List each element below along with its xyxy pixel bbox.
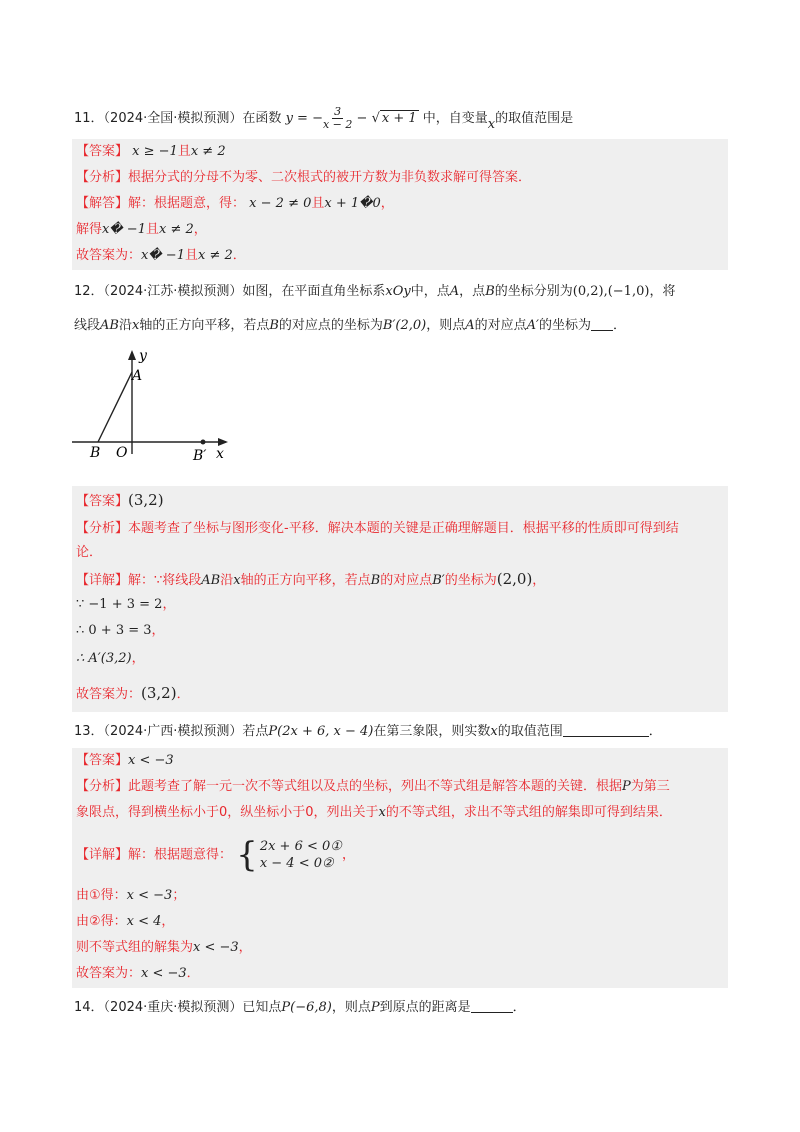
label-a: A [132, 368, 143, 384]
label-b-prime: B′ [193, 448, 207, 464]
q12-solution-box [72, 486, 728, 712]
q11-final-answer: 故答案为：x� −1且x ≠ 2． [76, 248, 246, 263]
q13-final-answer: 故答案为：x < −3． [76, 966, 200, 981]
q13-analysis-line-2: 象限点，得到横坐标小于0，纵坐标小于0，列出关于x的不等式组，求出不等式组的解集即可得到结果． [76, 805, 672, 820]
q12-step-3: ∴ A′(3,2)， [76, 651, 145, 666]
label-o: O [116, 445, 128, 461]
question-12: 12．（2024·江苏·模拟预测）如图，在平面直角坐标系xOy中，点A，点B的坐标分别为(0,2),(−1,0)，将 [74, 284, 676, 299]
q12-detail: 【详解】解：∵将线段AB沿x轴的正方向平移，若点B的对应点B′的坐标为(2,0)， [76, 570, 546, 588]
q11-answer: 【答案】 x ≥ −1且x ≠ 2 [76, 144, 226, 159]
q12-step-1: ∵ −1 + 3 = 2， [76, 597, 176, 612]
q13-step-1: 由①得：x < −3； [76, 888, 186, 903]
q12-answer: 【答案】(3,2) [76, 491, 164, 509]
question-13: 13．（2024·广西·模拟预测）若点P(2x + 6, x − 4)在第三象限，则实数x的取值范围 ． [74, 724, 662, 739]
x-axis-arrow [218, 438, 228, 446]
q13-solution-box [72, 748, 728, 988]
point-b-prime [201, 440, 206, 445]
q12-analysis-line-2: 论． [76, 545, 103, 560]
q12-analysis: 【分析】本题考查了坐标与图形变化-平移．解决本题的关键是正确理解题目．根据平移的性质即可得到结 [76, 521, 679, 536]
q12-final-answer: 故答案为：(3,2)． [76, 684, 190, 702]
question-11: 11．（2024·全国·模拟预测）在函数 y = − $\frac{3}{x - 2}$ − √ x + 1 中，自变量x的取值范围是 [74, 105, 574, 132]
q13-analysis: 【分析】此题考查了解一元一次不等式组以及点的坐标，列出不等式组是解答本题的关键．根据P为第三 [76, 779, 670, 794]
q12-answer-blank[interactable] [591, 316, 613, 331]
q11-source: （2024·全国·模拟预测） [103, 111, 243, 126]
q13-step-2: 由②得：x < 4， [76, 914, 175, 929]
q13-step-3: 则不等式组的解集为x < −3， [76, 940, 252, 955]
q13-detail: 【详解】解：根据题意得： { 2x + 6 < 0① x − 4 < 0② ， [76, 835, 355, 875]
label-b: B [90, 445, 101, 461]
q11-number: 11． [74, 111, 104, 126]
q13-answer-blank[interactable] [563, 722, 649, 737]
segment-ab [98, 372, 132, 442]
q14-answer-blank[interactable] [471, 998, 513, 1013]
q11-radical: x + 1 [381, 111, 417, 126]
q13-answer: 【答案】x < −3 [76, 753, 174, 768]
q11-solution: 【解答】解：根据题意，得： x − 2 ≠ 0且x + 1�0， [76, 196, 394, 211]
y-axis-arrow [128, 350, 136, 360]
q11-analysis: 【分析】根据分式的分母不为零、二次根式的被开方数为非负数求解可得答案． [76, 170, 532, 185]
q12-coordinate-figure [66, 344, 242, 468]
label-x: x [216, 446, 224, 462]
question-14: 14．（2024·重庆·模拟预测）已知点P(−6,8)，则点P到原点的距离是 ． [74, 1000, 526, 1015]
q11-fraction: $\frac{3}{x - 2}$ [322, 105, 353, 131]
q13-inequality-system: { 2x + 6 < 0① x − 4 < 0② [236, 835, 342, 875]
q11-solution-box [72, 139, 728, 270]
label-y: y [139, 348, 147, 364]
q11-solution-line-2: 解得x� −1且x ≠ 2， [76, 222, 207, 237]
question-12-line-2: 线段AB沿x轴的正方向平移，若点B的对应点的坐标为B′(2,0)，则点A的对应点A′的坐标为 ． [74, 318, 627, 333]
q12-step-2: ∴ 0 + 3 = 3， [76, 623, 165, 638]
